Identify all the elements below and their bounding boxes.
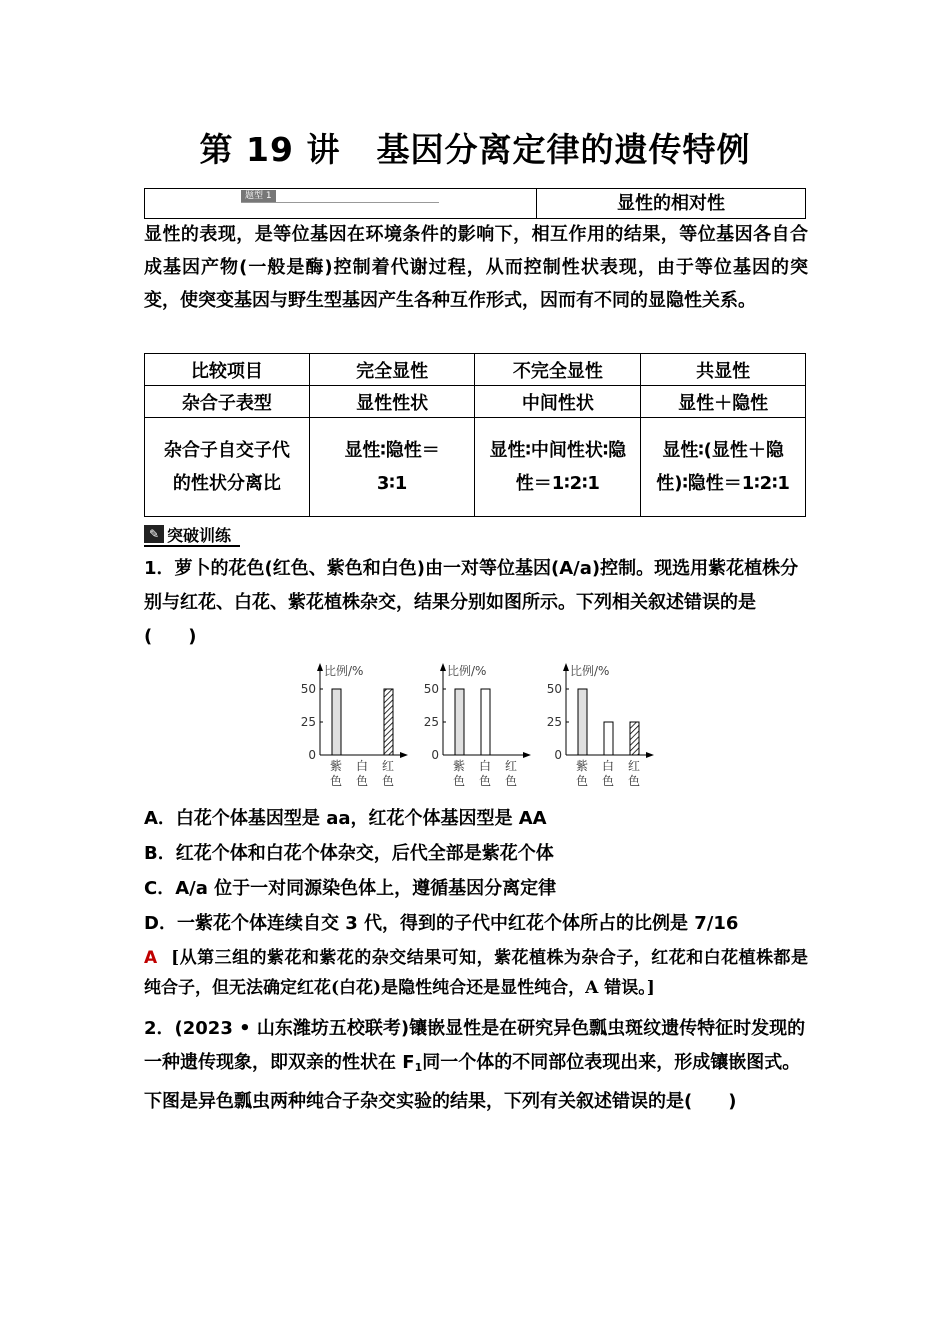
category-label: 紫 xyxy=(329,759,343,773)
y-axis-arrow xyxy=(440,663,446,671)
category-label: 紫 xyxy=(452,759,466,773)
category-label: 色 xyxy=(601,774,615,788)
y-axis-arrow xyxy=(563,663,569,671)
bar xyxy=(455,689,464,755)
category-label: 白 xyxy=(601,759,615,773)
bar xyxy=(384,689,393,755)
bar xyxy=(332,689,341,755)
tick-label: 0 xyxy=(431,748,439,762)
table-cell: 显性＋隐性 xyxy=(641,386,806,418)
table-row xyxy=(145,354,806,386)
category-label: 色 xyxy=(504,774,518,788)
page-title xyxy=(0,124,950,171)
tick-label: 50 xyxy=(300,682,316,696)
category-label: 色 xyxy=(452,774,466,788)
subscript: 1 xyxy=(414,1061,423,1074)
table-cell: 显性∶(显性＋隐性)∶隐性＝1∶2∶1 xyxy=(641,418,806,517)
table-cell: 中间性状 xyxy=(475,386,641,418)
table-cell: 比较项目 xyxy=(145,354,310,386)
question-2-part-a: 2．(2023 • 山东潍坊五校联考)镶嵌显性是在研究异色瓢虫斑纹遗传特征时发现的一种遗传现象，即双亲的性状在 F xyxy=(144,1018,806,1073)
y-axis-arrow xyxy=(317,663,323,671)
section-header xyxy=(144,188,806,219)
option-b: B．红花个体和白花个体杂交，后代全部是紫花个体 xyxy=(144,843,554,864)
lecture-number: 第 19 讲 xyxy=(199,130,341,169)
section-tag: 题型 1 xyxy=(241,190,276,202)
category-label: 色 xyxy=(381,774,395,788)
option-a: A．白花个体基因型是 aa，红花个体基因型是 AA xyxy=(144,808,547,829)
y-axis-label: 比例/% xyxy=(570,664,610,678)
category-label: 白 xyxy=(478,759,492,773)
training-text: 突破训练 xyxy=(167,525,232,545)
tick-label: 50 xyxy=(546,682,562,696)
bar-charts xyxy=(290,655,670,797)
category-label: 红 xyxy=(381,759,395,773)
y-axis-label: 比例/% xyxy=(324,664,364,678)
tick-label: 0 xyxy=(554,748,562,762)
bar xyxy=(630,722,639,755)
table-cell: 显性∶隐性＝3∶1 xyxy=(309,418,475,517)
training-label xyxy=(144,524,231,544)
table-row xyxy=(145,418,806,517)
lecture-title: 基因分离定律的遗传特例 xyxy=(376,130,751,169)
option-c: C．A/a 位于一对同源染色体上，遵循基因分离定律 xyxy=(144,878,557,899)
option-d: D．一紫花个体连续自交 3 代，得到的子代中红花个体所占的比例是 7/16 xyxy=(144,913,739,934)
training-underline xyxy=(144,545,240,547)
category-label: 色 xyxy=(575,774,589,788)
question-2-stem xyxy=(144,1012,808,1119)
table-cell: 共显性 xyxy=(641,354,806,386)
table-cell: 杂合子表型 xyxy=(145,386,310,418)
category-label: 色 xyxy=(355,774,369,788)
x-axis-arrow xyxy=(400,752,408,758)
y-axis-label: 比例/% xyxy=(447,664,487,678)
bar xyxy=(578,689,587,755)
table-cell: 显性∶中间性状∶隐性＝1∶2∶1 xyxy=(475,418,641,517)
category-label: 色 xyxy=(627,774,641,788)
section-tag-area xyxy=(145,189,537,218)
category-label: 红 xyxy=(504,759,518,773)
answer-text: [从第三组的紫花和紫花的杂交结果可知，紫花植株为杂合子，红花和白花植株都是纯合子，但无法确定红花(白花)是隐性纯合还是显性纯合，A 错误。] xyxy=(144,948,808,998)
table-cell: 完全显性 xyxy=(309,354,475,386)
pencil-icon: ✎ xyxy=(144,525,164,543)
table-cell: 显性性状 xyxy=(309,386,475,418)
x-axis-arrow xyxy=(523,752,531,758)
x-axis-arrow xyxy=(646,752,654,758)
category-label: 紫 xyxy=(575,759,589,773)
tick-label: 25 xyxy=(300,715,316,729)
bar xyxy=(481,689,490,755)
category-label: 色 xyxy=(329,774,343,788)
comparison-table xyxy=(144,353,806,517)
category-label: 红 xyxy=(627,759,641,773)
bar xyxy=(604,722,613,755)
table-cell: 不完全显性 xyxy=(475,354,641,386)
question-2-part-b: 同一个体的不同部位表现出来，形成镶嵌图式。下图是异色瓢虫两种纯合子杂交实验的结果，下列有关叙述错误的是( ) xyxy=(144,1052,801,1112)
category-label: 色 xyxy=(478,774,492,788)
tick-label: 25 xyxy=(546,715,562,729)
tick-label: 0 xyxy=(308,748,316,762)
answer-letter: A xyxy=(144,948,158,968)
category-label: 白 xyxy=(355,759,369,773)
intro-paragraph: 显性的表现，是等位基因在环境条件的影响下，相互作用的结果，等位基因各自合成基因产物(一般是酶)控制着代谢过程，从而控制性状表现，由于等位基因的突变，使突变基因与野生型基因产生各种互作形式，因而有不同的显隐性关系。 xyxy=(144,224,808,311)
section-tag-line xyxy=(241,202,439,203)
question-1-stem: 1．萝卜的花色(红色、紫色和白色)由一对等位基因(A/a)控制。现选用紫花植株分别与红花、白花、紫花植株杂交，结果分别如图所示。下列相关叙述错误的是 ( ) xyxy=(144,558,799,647)
tick-label: 25 xyxy=(423,715,439,729)
table-row xyxy=(145,386,806,418)
tick-label: 50 xyxy=(423,682,439,696)
table-cell: 杂合子自交子代的性状分离比 xyxy=(145,418,310,517)
section-heading: 显性的相对性 xyxy=(617,193,725,214)
answer-explanation xyxy=(144,943,808,1003)
